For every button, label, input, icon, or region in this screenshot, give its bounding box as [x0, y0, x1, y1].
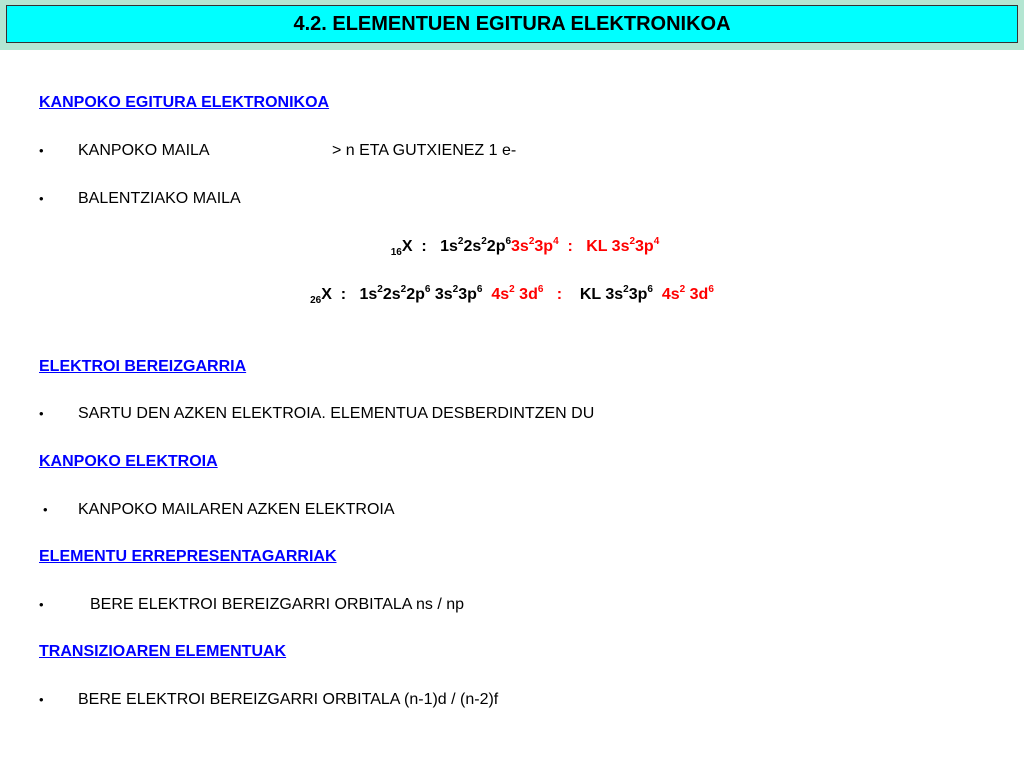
bullet-icon: • [39, 692, 44, 707]
bullet-icon: • [39, 143, 44, 158]
valence-config: $3s^23p^4$ : KL $3s^23p^4$ [511, 236, 660, 255]
section-heading-kanpoko-egitura: KANPOKO EGITURA ELEKTRONIKOA [39, 94, 330, 111]
bullet-icon: • [39, 191, 44, 206]
section-heading-elektroi-bereizgarria: ELEKTROI BEREIZGARRIA [39, 358, 247, 375]
bullet-item-sartu-den [0, 404, 1024, 424]
bullet-text: BALENTZIAKO MAILA [78, 190, 241, 207]
title-frame [0, 0, 1024, 50]
bullet-icon: • [39, 597, 44, 612]
bullet-text: BERE ELEKTROI BEREIZGARRI ORBITALA (n-1)d / (n-2)f [78, 691, 499, 708]
page-title: 4.2. ELEMENTUEN EGITURA ELEKTRONIKOA [6, 5, 1018, 43]
kernel-valence: $4s^2$ $3d^6$ [661, 284, 714, 303]
bullet-item-n1d-n2f [0, 690, 1024, 710]
bullet-detail: > n ETA GUTXIENEZ 1 e- [332, 142, 517, 159]
bullet-icon: • [39, 406, 44, 421]
bullet-text: KANPOKO MAILAREN AZKEN ELEKTROIA [78, 501, 395, 518]
bullet-text: SARTU DEN AZKEN ELEKTROIA. ELEMENTUA DESBERDINTZEN DU [78, 405, 595, 422]
bullet-icon: • [43, 502, 48, 517]
bullet-text: KANPOKO MAILA [78, 142, 210, 159]
bullet-item-kanpoko-maila [0, 141, 1024, 161]
bullet-item-ns-np [0, 595, 1024, 615]
valence-config: $4s^2$ $3d^6$ : [491, 284, 563, 303]
bullet-item-kanpoko-mailaren [0, 500, 1024, 520]
bullet-item-balentziako-maila [0, 189, 1024, 209]
section-heading-kanpoko-elektroia: KANPOKO ELEKTROIA [39, 453, 218, 470]
electron-config-formula-16: $_{16}$X : $1s^22s^22p^63s^23p^4$ : KL $3s^23p^4$ [390, 236, 660, 258]
section-heading-elementu-errepresentagarriak: ELEMENTU ERREPRESENTAGARRIAK [39, 548, 337, 565]
bullet-text: BERE ELEKTROI BEREIZGARRI ORBITALA ns / np [90, 596, 465, 613]
section-heading-transizioaren-elementuak: TRANSIZIOAREN ELEMENTUAK [39, 643, 287, 660]
electron-config-formula-26: $_{26}$X : $1s^22s^22p^6$ $3s^23p^6$ $4s^2$ $3d^6$ : KL $3s^23p^6$ $4s^2$ $3d^6$ [310, 284, 714, 306]
